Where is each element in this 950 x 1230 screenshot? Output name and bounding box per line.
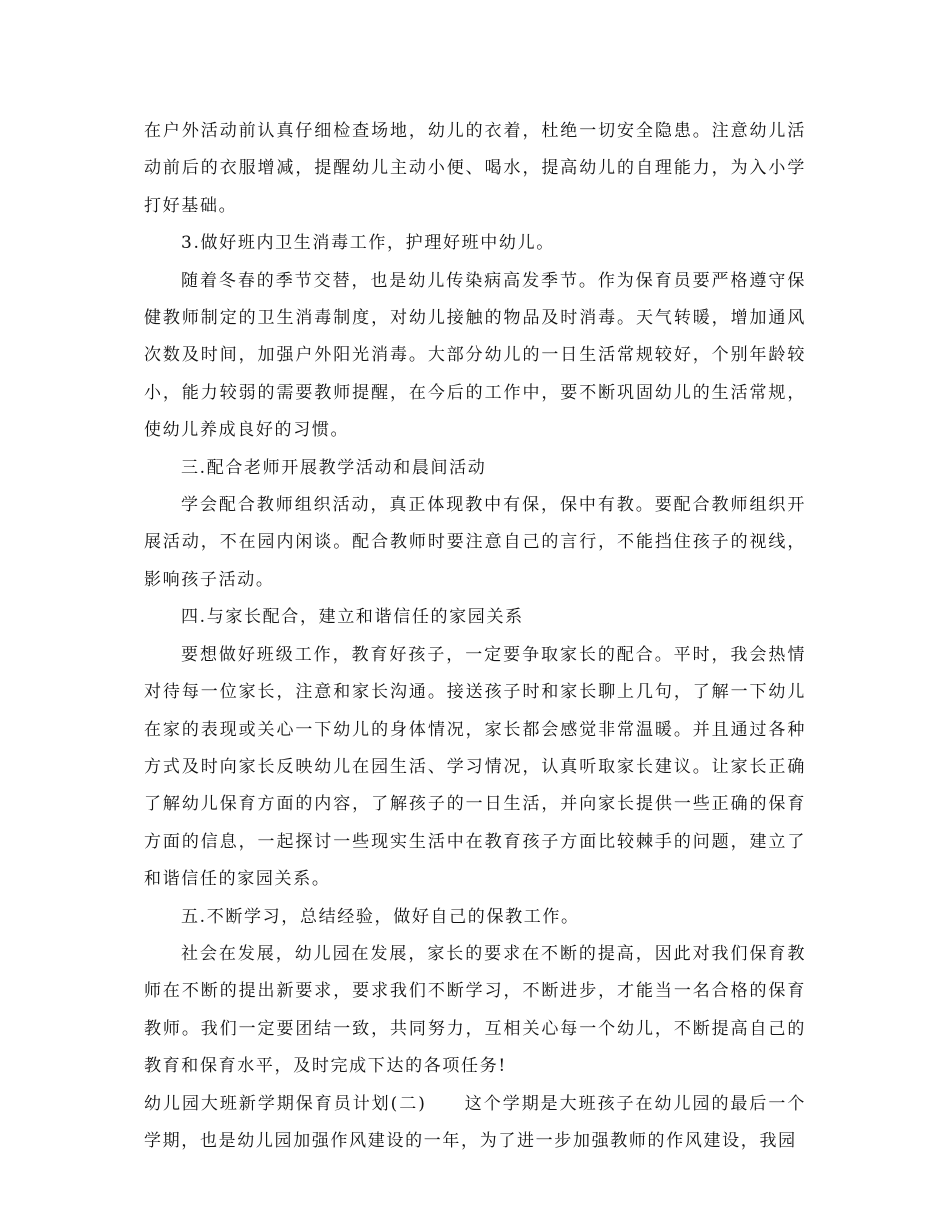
paragraph-plan-two-intro: 幼儿园大班新学期保育员计划(二) 这个学期是大班孩子在幼儿园的最后一个学期，也是幼儿园加强作风建设的一年，为了进一步加强教师的作风建设，我园 [144,1093,806,1151]
paragraph-outdoor-safety: 在户外活动前认真仔细检查场地，幼儿的衣着，杜绝一切安全隐患。注意幼儿活动前后的衣服增减，提醒幼儿主动小便、喝水，提高幼儿的自理能力，为入小学打好基础。 [144,121,806,216]
heading-teaching-activities: 三.配合老师开展教学活动和晨间活动 [181,457,487,478]
heading-parent-cooperation: 四.与家长配合，建立和谐信任的家园关系 [181,607,524,628]
heading-continuous-learning: 五.不断学习，总结经验，做好自己的保教工作。 [181,906,580,927]
paragraph-hygiene-disinfection: 随着冬春的季节交替，也是幼儿传染病高发季节。作为保育员要严格遵守保健教师制定的卫生消毒制度，对幼儿接触的物品及时消毒。天气转暖，增加通风次数及时间，加强户外阳光消毒。大部分幼儿的一日生活常规较好，个别年龄较小，能力较弱的需要教师提醒，在今后的工作中，要不断巩固幼儿的生活常规，使幼儿养成良好的习惯。 [144,270,806,441]
paragraph-continuous-learning: 社会在发展，幼儿园在发展，家长的要求在不断的提高，因此对我们保育教师在不断的提出新要求，要求我们不断学习，不断进步，才能当一名合格的保育教师。我们一定要团结一致，共同努力，互相关心每一个幼儿，不断提高自己的教育和保育水平，及时完成下达的各项任务! [144,943,806,1077]
paragraph-parent-cooperation: 要想做好班级工作，教育好孩子，一定要争取家长的配合。平时，我会热情对待每一位家长，注意和家长沟通。接送孩子时和家长聊上几句，了解一下幼儿在家的表现或关心一下幼儿的身体情况，家长都会感觉非常温暖。并且通过各种方式及时向家长反映幼儿在园生活、学习情况，认真听取家长建议。让家长正确了解幼儿保育方面的内容，了解孩子的一日生活，并向家长提供一些正确的保育方面的信息，一起探讨一些现实生活中在教育孩子方面比较棘手的问题，建立了和谐信任的家园关系。 [144,644,806,890]
heading-hygiene-disinfection: 3.做好班内卫生消毒工作，护理好班中幼儿。 [181,233,555,254]
paragraph-teaching-activities: 学会配合教师组织活动，真正体现教中有保，保中有教。要配合教师组织开展活动，不在园内闲谈。配合教师时要注意自己的言行，不能挡住孩子的视线，影响孩子活动。 [144,495,806,590]
document-body [144,113,806,1160]
